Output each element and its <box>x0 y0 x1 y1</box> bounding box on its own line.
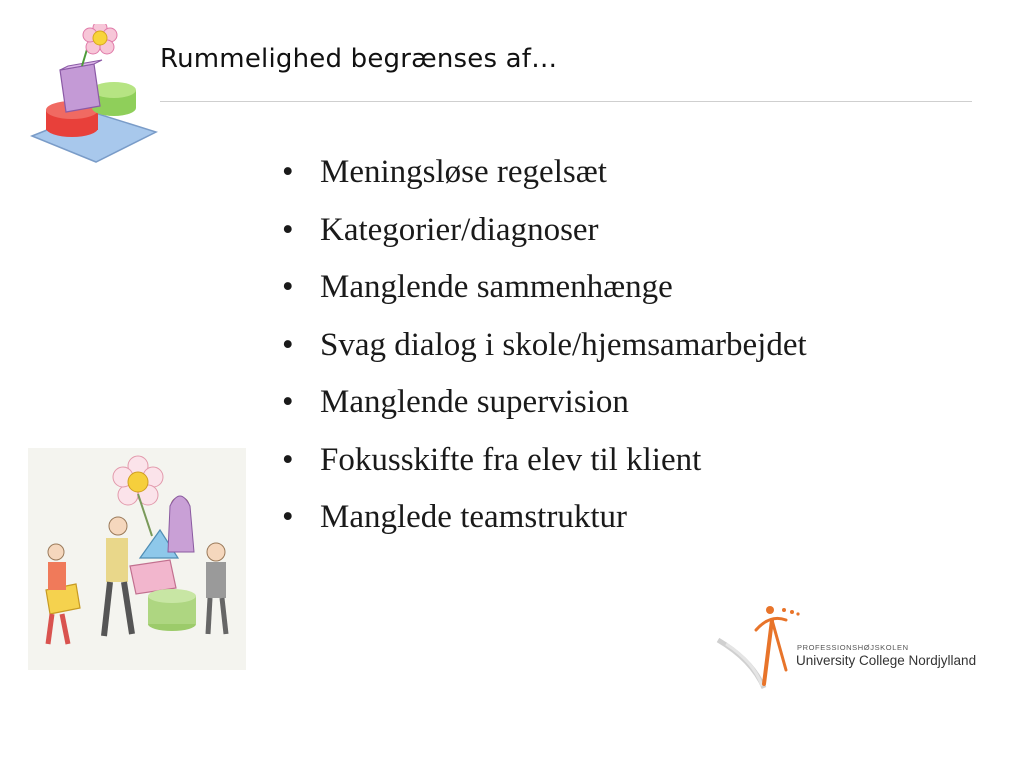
bullet-list <box>282 150 807 553</box>
bullet-text: Meningsløse regelsæt <box>320 154 607 190</box>
bullet-dot: • <box>282 269 294 305</box>
bullet-text: Kategorier/diagnoser <box>320 211 599 248</box>
children-building-illustration <box>28 448 246 670</box>
bullet-item <box>282 323 807 381</box>
bullet-text: Manglende supervision <box>320 384 629 420</box>
bullet-item <box>282 265 807 323</box>
bullet-dot: • <box>282 211 294 248</box>
bullet-item <box>282 208 807 266</box>
bullet-item <box>282 438 807 496</box>
bullet-text: Svag dialog i skole/hjemsamarbejdet <box>320 326 807 363</box>
bullet-dot: • <box>282 441 294 478</box>
bullet-item <box>282 150 807 208</box>
bullet-text: Manglede teamstruktur <box>320 499 627 535</box>
bullet-text: Manglende sammenhænge <box>320 269 673 305</box>
bullet-item <box>282 380 807 438</box>
bullet-dot: • <box>282 326 294 363</box>
logo-subtitle: PROFESSIONSHØJSKOLEN <box>797 643 909 652</box>
bullet-dot: • <box>282 154 294 190</box>
slide-title: Rummelighed begrænses af… <box>160 44 558 74</box>
logo-name: University College Nordjylland <box>796 653 977 668</box>
bullet-text: Fokusskifte fra elev til klient <box>320 441 702 478</box>
flower-blocks-illustration <box>26 24 160 170</box>
bullet-dot: • <box>282 384 294 420</box>
bullet-dot: • <box>282 499 294 535</box>
bullet-item <box>282 495 807 553</box>
title-divider <box>160 101 972 102</box>
